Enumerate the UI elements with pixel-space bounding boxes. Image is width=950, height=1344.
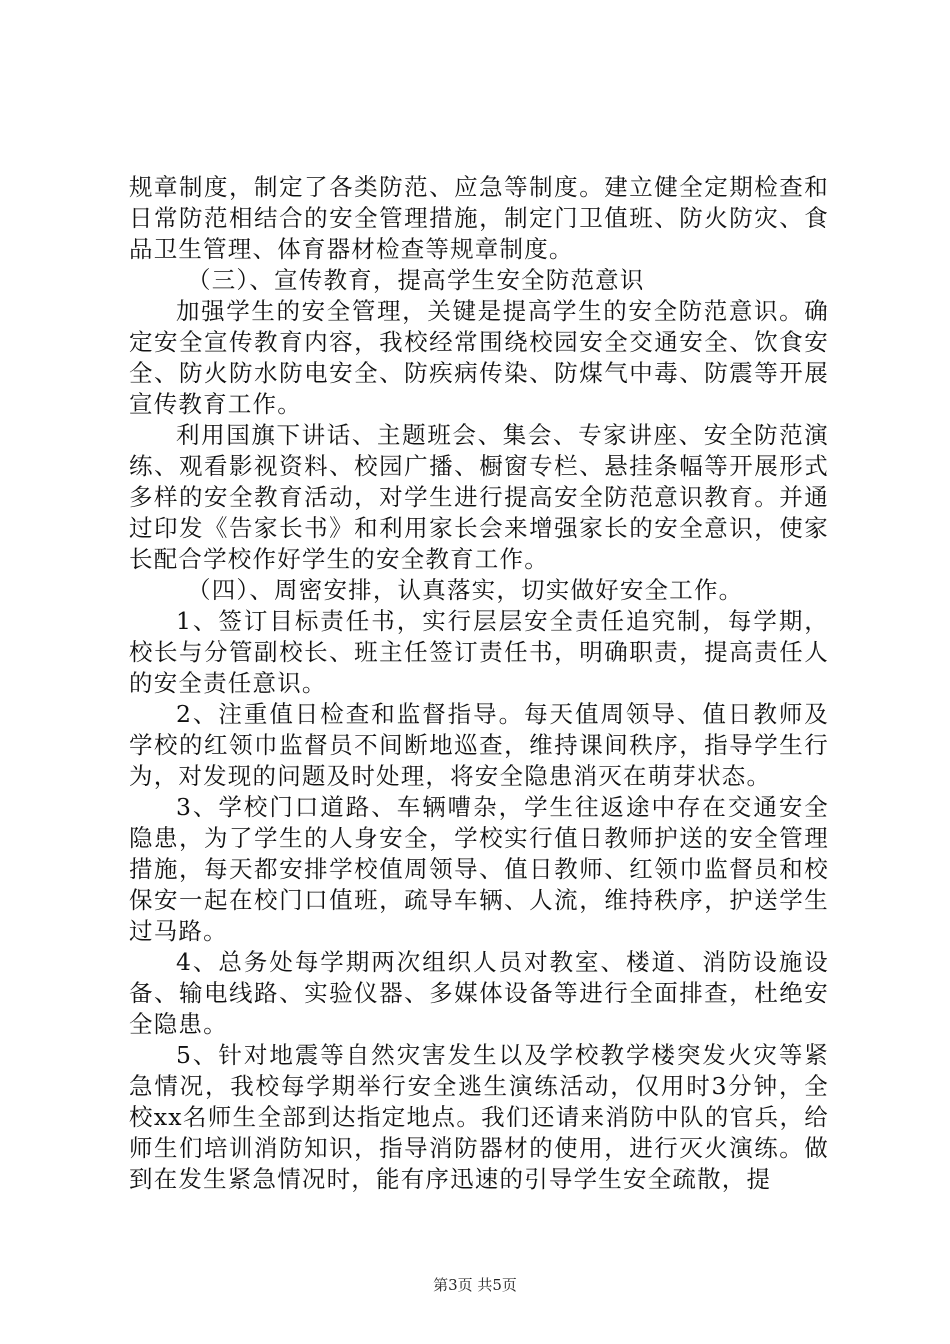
paragraph-item-1: 1、签订目标责任书，实行层层安全责任追究制，每学期，校长与分管副校长、班主任签订责任书，明确职责，提高责任人的安全责任意识。 (129, 607, 829, 697)
document-body (129, 172, 829, 1195)
paragraph-item-5: 5、针对地震等自然灾害发生以及学校教学楼突发火灾等紧急情况，我校每学期举行安全逃生演练活动，仅用时3分钟，全校xx名师生全部到达指定地点。我们还请来消防中队的官兵，给师生们培训消防知识，指导消防器材的使用，进行灭火演练。做到在发生紧急情况时，能有序迅速的引导学生安全疏散，提 (129, 1041, 829, 1193)
section-heading-publicity-education: （三）、宣传教育，提高学生安全防范意识 (187, 266, 645, 294)
page-number-footer: 第3页 共5页 (433, 1276, 517, 1294)
paragraph-regulations: 规章制度，制定了各类防范、应急等制度。建立健全定期检查和日常防范相结合的安全管理措施，制定门卫值班、防火防灾、食品卫生管理、体育器材检查等规章制度。 (129, 173, 829, 263)
section-heading-careful-arrangement: （四）、周密安排，认真落实，切实做好安全工作。 (187, 576, 744, 604)
paragraph-item-2: 2、注重值日检查和监督指导。每天值周领导、值日教师及学校的红领巾监督员不间断地巡查，维持课间秩序，指导学生行为，对发现的问题及时处理，将安全隐患消灭在萌芽状态。 (129, 700, 829, 790)
paragraph-item-3: 3、学校门口道路、车辆嘈杂，学生往返途中存在交通安全隐患，为了学生的人身安全，学校实行值日教师护送的安全管理措施，每天都安排学校值周领导、值日教师、红领巾监督员和校保安一起在校门口值班，疏导车辆、人流，维持秩序，护送学生过马路。 (129, 793, 829, 945)
paragraph-education-activities: 利用国旗下讲话、主题班会、集会、专家讲座、安全防范演练、观看影视资料、校园广播、橱窗专栏、悬挂条幅等开展形式多样的安全教育活动，对学生进行提高安全防范意识教育。并通过印发《告家长书》和利用家长会来增强家长的安全意识，使家长配合学校作好学生的安全教育工作。 (129, 421, 829, 573)
paragraph-item-4: 4、总务处每学期两次组织人员对教室、楼道、消防设施设备、输电线路、实验仪器、多媒体设备等进行全面排查，杜绝安全隐患。 (129, 948, 829, 1038)
paragraph-safety-awareness: 加强学生的安全管理，关键是提高学生的安全防范意识。确定安全宣传教育内容，我校经常围绕校园安全交通安全、饮食安全、防火防水防电安全、防疾病传染、防煤气中毒、防震等开展宣传教育工作。 (129, 297, 829, 418)
